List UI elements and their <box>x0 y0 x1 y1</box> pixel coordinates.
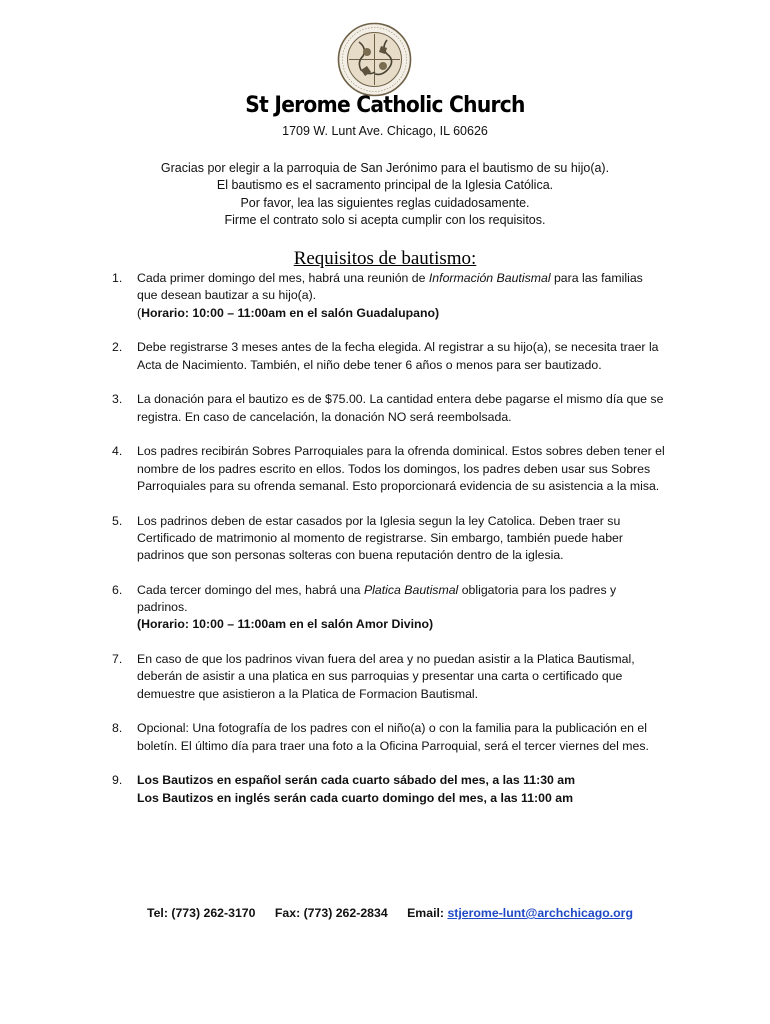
requirement-item <box>112 720 692 755</box>
requirement-line: deberán de asistir a una platica en sus parroquias y presentar una carta o certificado que <box>137 669 623 684</box>
requirement-line <box>137 270 692 287</box>
requirement-number: 7. <box>112 652 123 667</box>
requirement-italic-text: Información Bautismal <box>428 271 551 285</box>
email-label: Email: <box>407 906 448 920</box>
requirement-line: boletín. El último día para traer una foto a la Oficina Parroquial, será el tercer viernes del mes. <box>137 738 649 753</box>
requirement-number: 5. <box>112 513 123 528</box>
phone-number: Tel: (773) 262-3170 <box>147 906 256 920</box>
church-address: 1709 W. Lunt Ave. Chicago, IL 60626 <box>282 124 488 138</box>
requirement-item <box>112 391 692 426</box>
requirement-bold-text: Horario: 10:00 – 11:00am en el salón Guadalupano) <box>141 305 440 320</box>
requirements-list <box>112 270 692 824</box>
fax-number: Fax: (773) 262-2834 <box>274 906 388 920</box>
requirement-line: que desean bautizar a su hijo(a). <box>137 288 317 303</box>
baptism-schedule-spanish: Los Bautizos en español serán cada cuarto sábado del mes, a las 11:30 am <box>137 773 576 788</box>
requirement-line: Acta de Nacimiento. También, el niño debe tener 6 años o menos para ser bautizado. <box>137 357 602 372</box>
requirement-text: ( <box>137 305 142 320</box>
requirement-line: Los padrinos deben de estar casados por la Iglesia segun la ley Catolica. Deben traer su <box>137 513 621 528</box>
requirement-line: Parroquiales para su ofrenda semanal. Esto proporcionará evidencia de su asistencia a la misa. <box>137 478 660 493</box>
requirement-number: 6. <box>112 582 123 597</box>
requirement-schedule: (Horario: 10:00 – 11:00am en el salón Amor Divino) <box>137 617 434 632</box>
requirement-item <box>112 339 692 374</box>
requirement-text: Cada tercer domingo del mes, habrá una <box>137 582 364 597</box>
requirement-line: Certificado de matrimonio al momento de registrarse. Sin embargo, también puede haber <box>137 530 623 545</box>
requirement-item <box>112 651 692 703</box>
church-seal-logo <box>337 22 412 97</box>
contact-footer <box>147 906 633 920</box>
requirement-line: nombre de los padres escrito en ellos. Todos los domingos, los padres deben usar sus Sobres <box>137 461 651 476</box>
requirement-line: Los padres recibirán Sobres Parroquiales para la ofrenda dominical. Estos sobres deben tener el <box>137 444 665 459</box>
requirement-number: 1. <box>112 271 123 285</box>
requirement-line: Opcional: Una fotografía de los padres con el niño(a) o con la familia para la publicación en el <box>137 721 647 736</box>
requirement-number: 2. <box>112 340 123 355</box>
church-title: St Jerome Catholic Church <box>245 93 525 118</box>
requirement-text: obligatoria para los padres y <box>458 582 617 597</box>
intro-line: Por favor, lea las siguientes reglas cuidadosamente. <box>240 195 530 210</box>
requirement-line: demuestre que asistieron a la Platica de Formacion Bautismal. <box>137 686 479 701</box>
requirement-line: padrinos. <box>137 600 188 615</box>
requirement-number: 9. <box>112 773 123 788</box>
requirement-line: registra. En caso de cancelación, la donación NO será reembolsada. <box>137 409 512 424</box>
requirement-text: Cada primer domingo del mes, habrá una reunión de <box>137 271 429 285</box>
requirement-line: Debe registrarse 3 meses antes de la fecha elegida. Al registrar a su hijo(a), se necesita traer la <box>137 340 659 355</box>
requirement-item <box>112 443 692 495</box>
baptism-schedule-english: Los Bautizos en inglés serán cada cuarto domingo del mes, a las 11:00 am <box>137 790 574 805</box>
requirement-text: para las familias <box>550 271 643 285</box>
email-link[interactable]: stjerome-lunt@archchicago.org <box>447 906 633 920</box>
intro-line: Gracias por elegir a la parroquia de San Jerónimo para el bautismo de su hijo(a). <box>160 161 610 175</box>
requirement-line: La donación para el bautizo es de $75.00. La cantidad entera debe pagarse el mismo día que se <box>137 392 664 407</box>
requirement-number: 3. <box>112 392 123 407</box>
requirement-line: En caso de que los padrinos vivan fuera del area y no puedan asistir a la Platica Bautismal, <box>137 652 635 667</box>
requirement-italic-text: Platica Bautismal <box>363 582 459 597</box>
requirement-item <box>112 270 692 322</box>
requirement-item <box>112 582 692 634</box>
requirement-schedule <box>137 305 692 322</box>
intro-line: El bautismo es el sacramento principal de la Iglesia Católica. <box>216 178 554 193</box>
intro-line: Firme el contrato solo si acepta cumplir con los requisitos. <box>224 212 546 227</box>
intro-paragraph <box>0 160 770 229</box>
requirements-heading: Requisitos de bautismo: <box>293 248 477 269</box>
requirement-number: 4. <box>112 444 123 459</box>
requirement-item <box>112 772 692 807</box>
requirement-number: 8. <box>112 721 123 736</box>
requirement-line <box>137 582 692 599</box>
requirement-item <box>112 513 692 565</box>
requirement-line: padrinos que son personas solteras con buena reputación dentro de la iglesia. <box>137 548 564 563</box>
